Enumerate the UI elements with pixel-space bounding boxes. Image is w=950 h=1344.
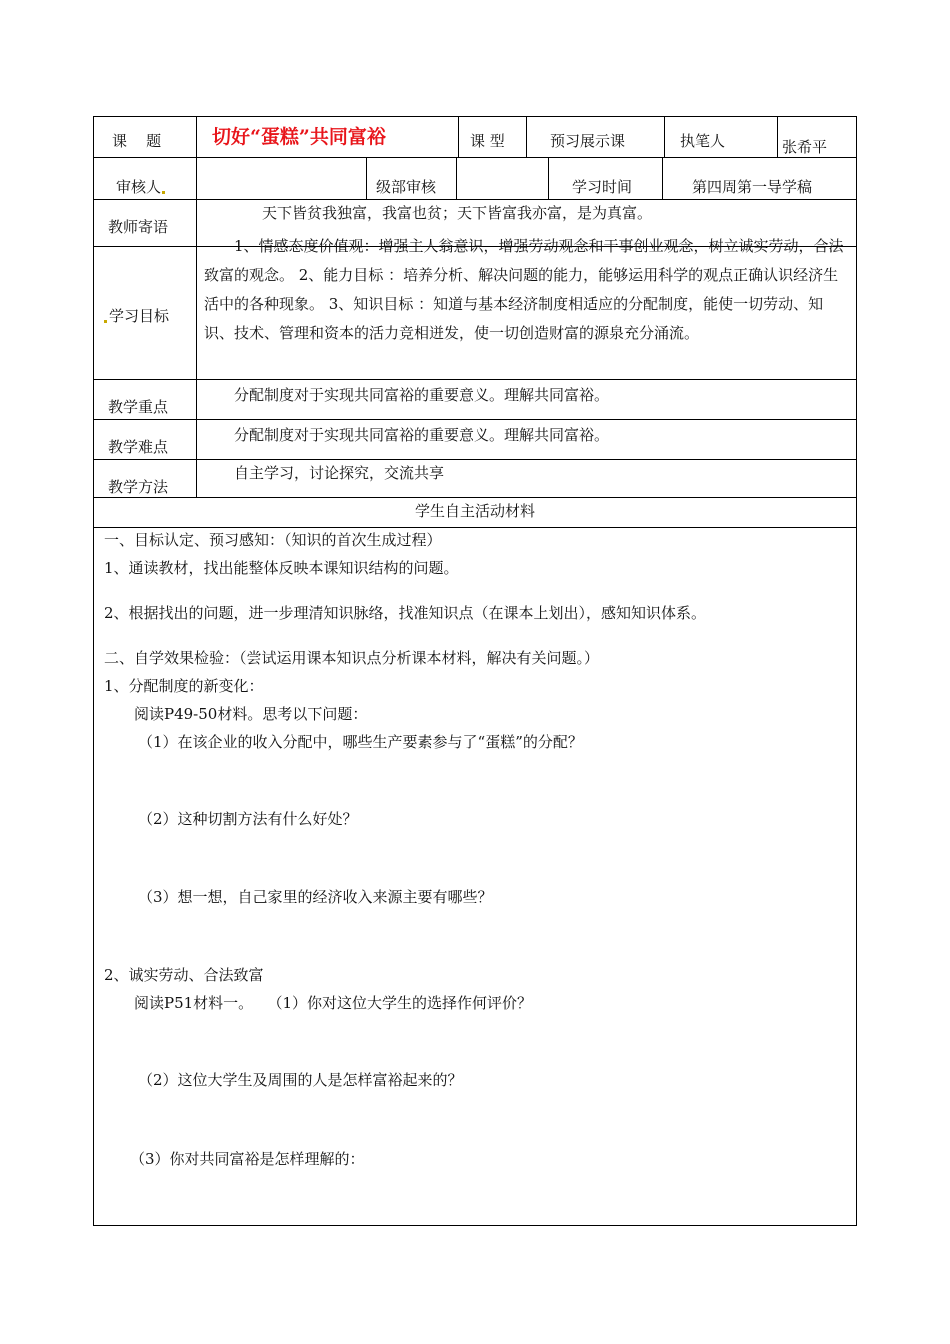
dept-review-label: 级部审核 — [376, 178, 437, 196]
col-line — [196, 117, 197, 497]
course-label: 课 题 — [112, 132, 162, 150]
col-line — [777, 117, 778, 157]
type-label: 课 型 — [470, 132, 505, 150]
section-2-item-2-read: 阅读P51材料一。 （1）你对这位大学生的选择作何评价？ — [134, 994, 533, 1012]
author-value: 张希平 — [782, 138, 828, 156]
mark-dot — [104, 320, 107, 323]
mark-dot — [162, 191, 165, 194]
goals-text: 1、情感态度价值观：增强主人翁意识，增强劳动观念和干事创业观念，树立诚实劳动，合法致富的观念。 2、能力目标 ：培养分析、解决问题的能力，能够运用科学的观点正确认识经济生活中的各种现象。 3、知识目标 ：知道与基本经济制度相适应的分配制度，能使一切劳动、知识、技术、管理和资本的活力竞相迸发，使一切创造财富的源泉充分涌流。 — [204, 237, 844, 342]
goals-label — [104, 306, 169, 326]
col-line — [366, 157, 367, 199]
col-line — [548, 157, 549, 199]
section-2-item-1-q2: （2）这种切割方法有什么好处？ — [138, 810, 358, 828]
method-text: 自主学习，讨论探究，交流共享 — [234, 464, 445, 482]
section-1-item-2: 2、根据找出的问题，进一步理清知识脉络，找准知识点（在课本上划出），感知知识体系。 — [104, 604, 707, 622]
section-2-heading: 二、自学效果检验：（尝试运用课本知识点分析课本材料，解决有关问题。） — [104, 649, 600, 667]
section-2-item-1-q1: （1）在该企业的收入分配中，哪些生产要素参与了“蛋糕”的分配？ — [138, 733, 583, 751]
col-line — [664, 117, 665, 157]
teacher-msg: 天下皆贫我独富，我富也贫；天下皆富我亦富，是为真富。 — [262, 204, 653, 222]
method-label: 教学方法 — [108, 478, 169, 496]
type-value: 预习展示课 — [550, 132, 626, 150]
study-time-value: 第四周第一导学稿 — [692, 178, 813, 196]
study-time-label: 学习时间 — [572, 178, 633, 196]
materials-heading: 学生自主活动材料 — [414, 502, 535, 520]
section-1-item-1: 1、通读教材，找出能整体反映本课知识结构的问题。 — [104, 559, 459, 577]
reviewer-label — [116, 177, 166, 197]
author-label: 执笔人 — [680, 132, 726, 150]
row-line — [94, 459, 856, 460]
difficult-text: 分配制度对于实现共同富裕的重要意义。理解共同富裕。 — [234, 426, 610, 444]
row-line — [94, 419, 856, 420]
col-line — [662, 157, 663, 199]
section-2-item-1-q3: （3）想一想，自己家里的经济收入来源主要有哪些？ — [138, 888, 493, 906]
row-line — [94, 199, 856, 200]
key-label: 教学重点 — [108, 398, 169, 416]
row-line — [94, 527, 856, 528]
row-line — [94, 379, 856, 380]
col-line — [458, 117, 459, 157]
key-text: 分配制度对于实现共同富裕的重要意义。理解共同富裕。 — [234, 386, 610, 404]
lesson-plan-table — [93, 116, 857, 1226]
col-line — [526, 117, 527, 157]
section-2-item-1: 1、分配制度的新变化： — [104, 677, 264, 695]
section-2-item-2: 2、诚实劳动、合法致富 — [104, 966, 264, 984]
reviewer-label-text: 审核人 — [116, 178, 162, 196]
goals-label-text: 学习目标 — [109, 307, 170, 325]
row-line — [94, 497, 856, 498]
teacher-msg-label: 教师寄语 — [108, 218, 169, 236]
row-line — [94, 157, 856, 158]
section-2-item-2-q2: （2）这位大学生及周围的人是怎样富裕起来的？ — [138, 1071, 463, 1089]
section-1-heading: 一、目标认定、预习感知：（知识的首次生成过程） — [104, 531, 442, 549]
section-2-item-2-q3: （3）你对共同富裕是怎样理解的： — [130, 1150, 365, 1168]
section-2-item-1-read: 阅读P49-50材料。思考以下问题： — [134, 705, 368, 723]
page-title: 切好“蛋糕”共同富裕 — [212, 126, 386, 148]
difficult-label: 教学难点 — [108, 438, 169, 456]
col-line — [456, 157, 457, 199]
